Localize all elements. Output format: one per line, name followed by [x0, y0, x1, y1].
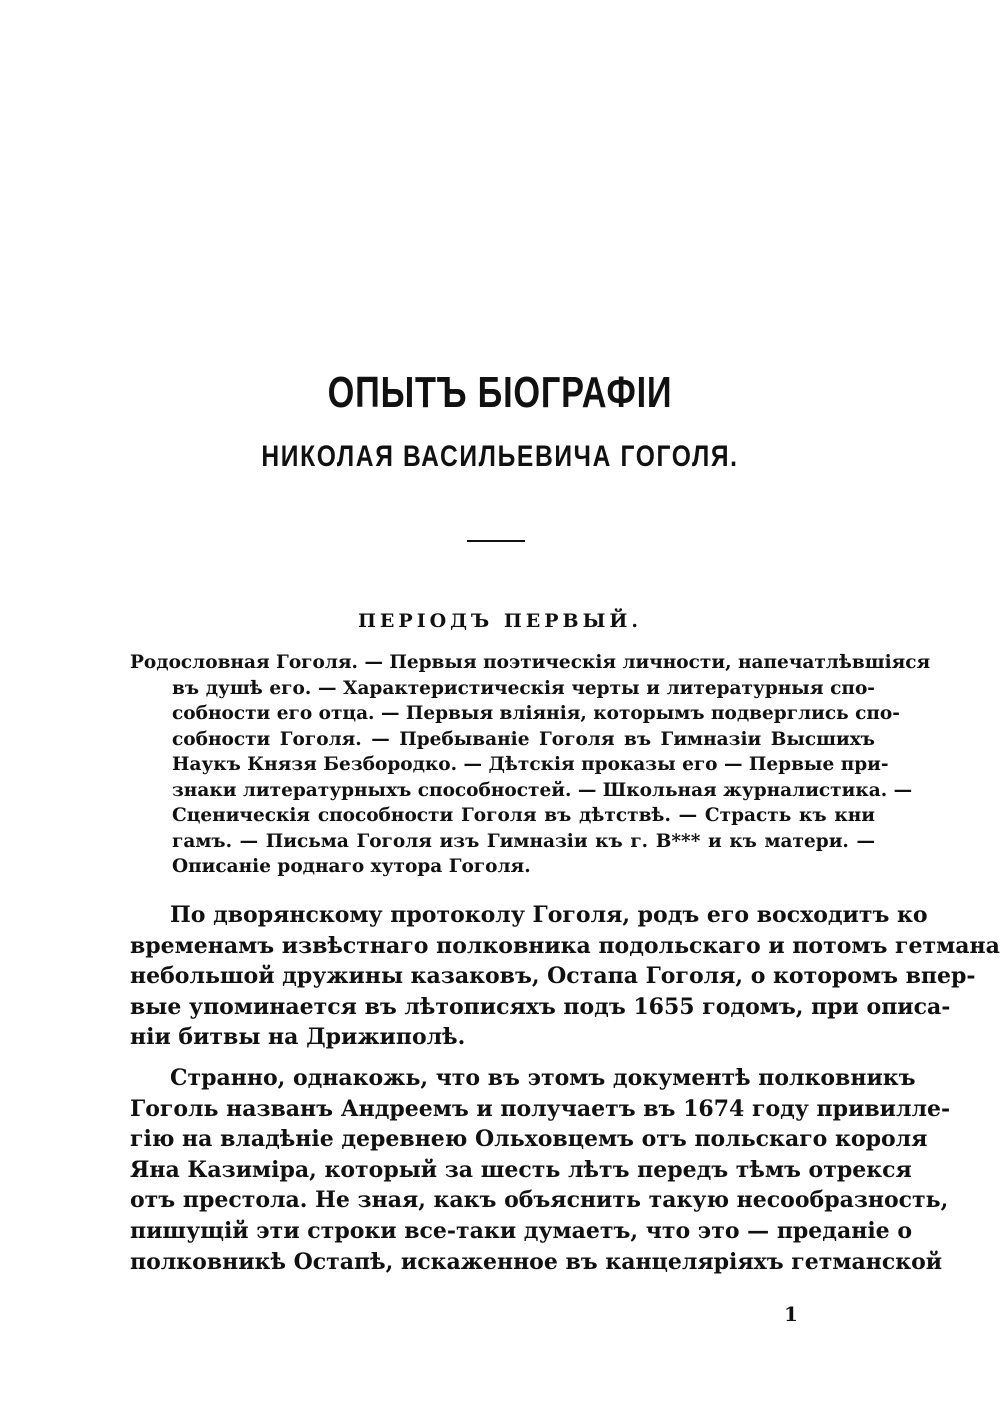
summary-line: собности Гоголя. — Пребываніе Гоголя въ Гимназіи Высшихъ: [172, 728, 875, 750]
text-line: отъ престола. Не зная, какъ объяснить такую несообразность,: [130, 1187, 949, 1214]
text-line: гію на владѣніе деревнею Ольховцемъ отъ польскаго короля: [130, 1126, 928, 1153]
book-subtitle: НИКОЛАЯ ВАСИЛЬЕВИЧА ГОГОЛЯ.: [261, 440, 739, 473]
text-line: Гоголь названъ Андреемъ и получаетъ въ 1674 году привилле-: [130, 1095, 951, 1122]
text-line: ніи битвы на Дрижиполѣ.: [130, 1024, 466, 1051]
summary-line: Описаніе роднаго хутора Гоголя.: [172, 856, 531, 877]
summary-line: знаки литературныхъ способностей. — Школьная журналистика. —: [172, 779, 913, 801]
chapter-summary: [130, 650, 931, 880]
summary-line: Сценическія способности Гоголя въ дѣтствѣ. — Страсть къ кни: [172, 805, 875, 826]
paragraph-2: [130, 1063, 951, 1277]
paragraph-1: [130, 900, 1000, 1053]
body-text: [130, 900, 1000, 1287]
text-line: пишущій эти строки все-таки думаетъ, что это — преданіе о: [130, 1217, 913, 1244]
book-title: ОПЫТЪ БІОГРАФІИ: [327, 368, 673, 417]
page-number: 1: [784, 1302, 798, 1326]
summary-line: въ душѣ его. — Характеристическія черты и литературныя спо-: [172, 677, 875, 699]
summary-line: собности его отца. — Первыя вліянія, которымъ подверглись спо-: [172, 703, 900, 724]
text-line: небольшой дружины казаковъ, Остапа Гоголя, о которомъ впер-: [130, 963, 976, 990]
summary-line: гамъ. — Письма Гоголя изъ Гимназіи къ г. В*** и къ матери. —: [172, 830, 875, 852]
text-line: вые упоминается въ лѣтописяхъ подъ 1655 годомъ, при описа-: [130, 993, 951, 1020]
summary-line: Наукъ Князя Безбородко. — Дѣтскія проказы его — Первые при-: [172, 754, 889, 775]
text-line: Яна Казиміра, который за шесть лѣтъ передъ тѣмъ отрекся: [130, 1156, 912, 1183]
summary-line: Родословная Гоголя. — Первыя поэтическія личности, напечатлѣвшіяся: [130, 652, 931, 673]
text-line: Странно, однакожь, что въ этомъ документѣ полковникъ: [170, 1064, 916, 1091]
chapter-heading: ПЕРІОДЪ ПЕРВЫЙ.: [357, 610, 642, 632]
text-line: временамъ извѣстнаго полковника подольскаго и потомъ гетмана: [130, 932, 1000, 959]
text-line: полковникѣ Остапѣ, искаженное въ канцеляріяхъ гетманской: [130, 1248, 943, 1275]
text-line: По дворянскому протоколу Гоголя, родъ его восходитъ ко: [170, 902, 928, 928]
title-divider: [467, 540, 525, 542]
